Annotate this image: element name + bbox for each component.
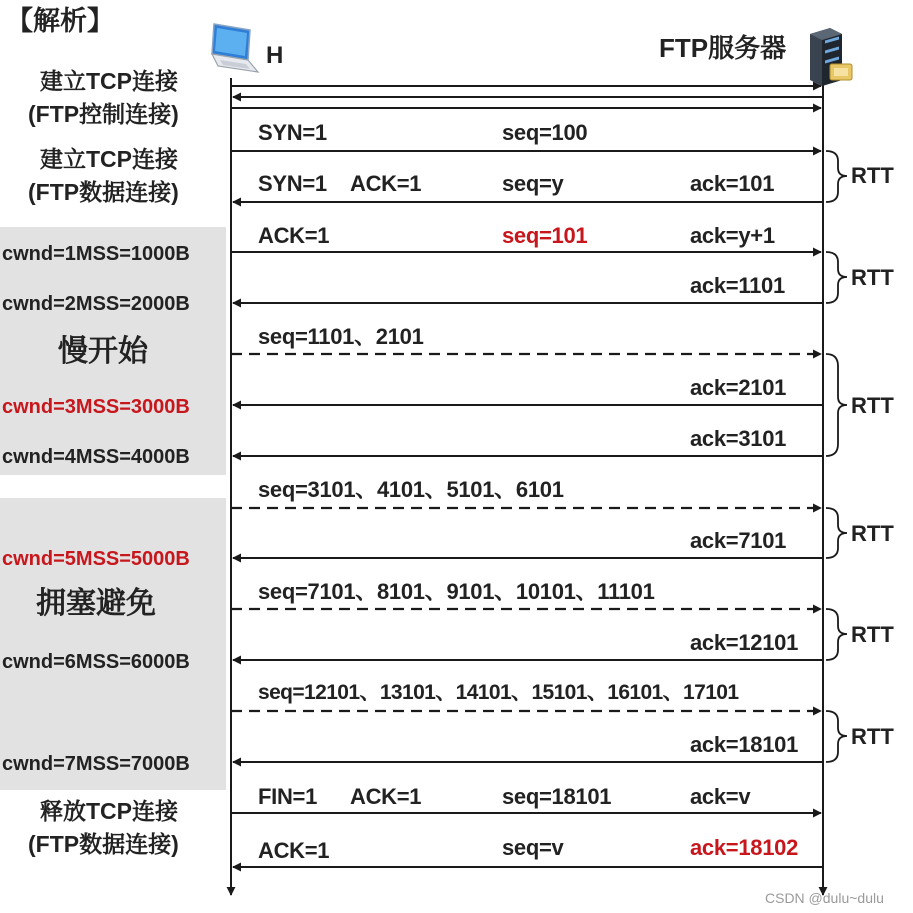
- msg-ack3101: ack=3101: [690, 426, 787, 451]
- cwnd-6: cwnd=6MSS=6000B: [2, 651, 190, 673]
- ctrl-conn-line1: 建立TCP连接: [40, 68, 178, 94]
- ctrl-conn-line2: (FTP控制连接): [28, 101, 179, 127]
- data-conn-line1: 建立TCP连接: [40, 146, 178, 172]
- slow-start-label: 慢开始: [58, 335, 148, 368]
- header-title: 【解析】: [6, 6, 114, 36]
- cwnd-7: cwnd=7MSS=7000B: [2, 753, 190, 775]
- msg-ack-ackno: ack=y+1: [690, 223, 775, 248]
- msg-ack1101: ack=1101: [690, 273, 785, 298]
- msg-ack-seq: seq=101: [502, 223, 588, 248]
- msg-synack-ackno: ack=101: [690, 171, 775, 196]
- rtt-brace-5: [826, 609, 847, 660]
- ftp-server-label: FTP服务器: [659, 33, 787, 63]
- msg-ack-flag: ACK=1: [258, 223, 330, 248]
- msg-seg-round4: seq=7101、8101、9101、10101、11101: [258, 579, 655, 604]
- msg-ack2101: ack=2101: [690, 375, 787, 400]
- rtt-brace-1: [826, 151, 847, 202]
- congestion-avoidance-label: 拥塞避免: [36, 587, 156, 620]
- cwnd-2: cwnd=2MSS=2000B: [2, 293, 190, 315]
- rtt-brace-6: [826, 711, 847, 762]
- msg-syn: SYN=1: [258, 120, 327, 145]
- msg-synack-ack: ACK=1: [350, 171, 422, 196]
- cwnd-3: cwnd=3MSS=3000B: [2, 396, 190, 418]
- msg-seg-round5: seq=12101、13101、14101、15101、16101、17101: [258, 681, 739, 704]
- data-conn-line2: (FTP数据连接): [28, 179, 179, 205]
- msg-seg-round2: seq=1101、2101: [258, 324, 424, 349]
- host-h-label: H: [266, 42, 284, 69]
- rtt-label-5: RTT: [851, 622, 894, 647]
- cwnd-1: cwnd=1MSS=1000B: [2, 243, 190, 265]
- msg-fin-ackno: ack=v: [690, 784, 751, 809]
- msg-ack12101: ack=12101: [690, 630, 799, 655]
- laptop-icon: [212, 24, 258, 72]
- release-line1: 释放TCP连接: [40, 798, 178, 824]
- server-icon: [810, 28, 852, 86]
- rtt-label-6: RTT: [851, 724, 894, 749]
- rtt-brace-4: [826, 508, 847, 558]
- msg-ack18101: ack=18101: [690, 732, 799, 757]
- cwnd-4: cwnd=4MSS=4000B: [2, 446, 190, 468]
- rtt-brace-2: [826, 252, 847, 303]
- cwnd-5: cwnd=5MSS=5000B: [2, 548, 190, 570]
- msg-fin-flag: FIN=1: [258, 784, 318, 809]
- rtt-brace-3: [826, 354, 847, 456]
- rtt-label-1: RTT: [851, 163, 894, 188]
- msg-synack-seq: seq=y: [502, 171, 564, 196]
- release-line2: (FTP数据连接): [28, 831, 179, 857]
- rtt-label-4: RTT: [851, 521, 894, 546]
- msg-syn-seq: seq=100: [502, 120, 588, 145]
- msg-ack7101: ack=7101: [690, 528, 787, 553]
- msg-fin-ack: ACK=1: [350, 784, 422, 809]
- msg-last-seq: seq=v: [502, 835, 564, 860]
- msg-last-ack: ACK=1: [258, 838, 330, 863]
- msg-fin-seq: seq=18101: [502, 784, 612, 809]
- watermark: CSDN @dulu~dulu: [765, 890, 884, 906]
- rtt-label-2: RTT: [851, 265, 894, 290]
- msg-seg-round3: seq=3101、4101、5101、6101: [258, 477, 564, 502]
- rtt-label-3: RTT: [851, 393, 894, 418]
- msg-synack-syn: SYN=1: [258, 171, 327, 196]
- msg-last-ackno: ack=18102: [690, 835, 799, 860]
